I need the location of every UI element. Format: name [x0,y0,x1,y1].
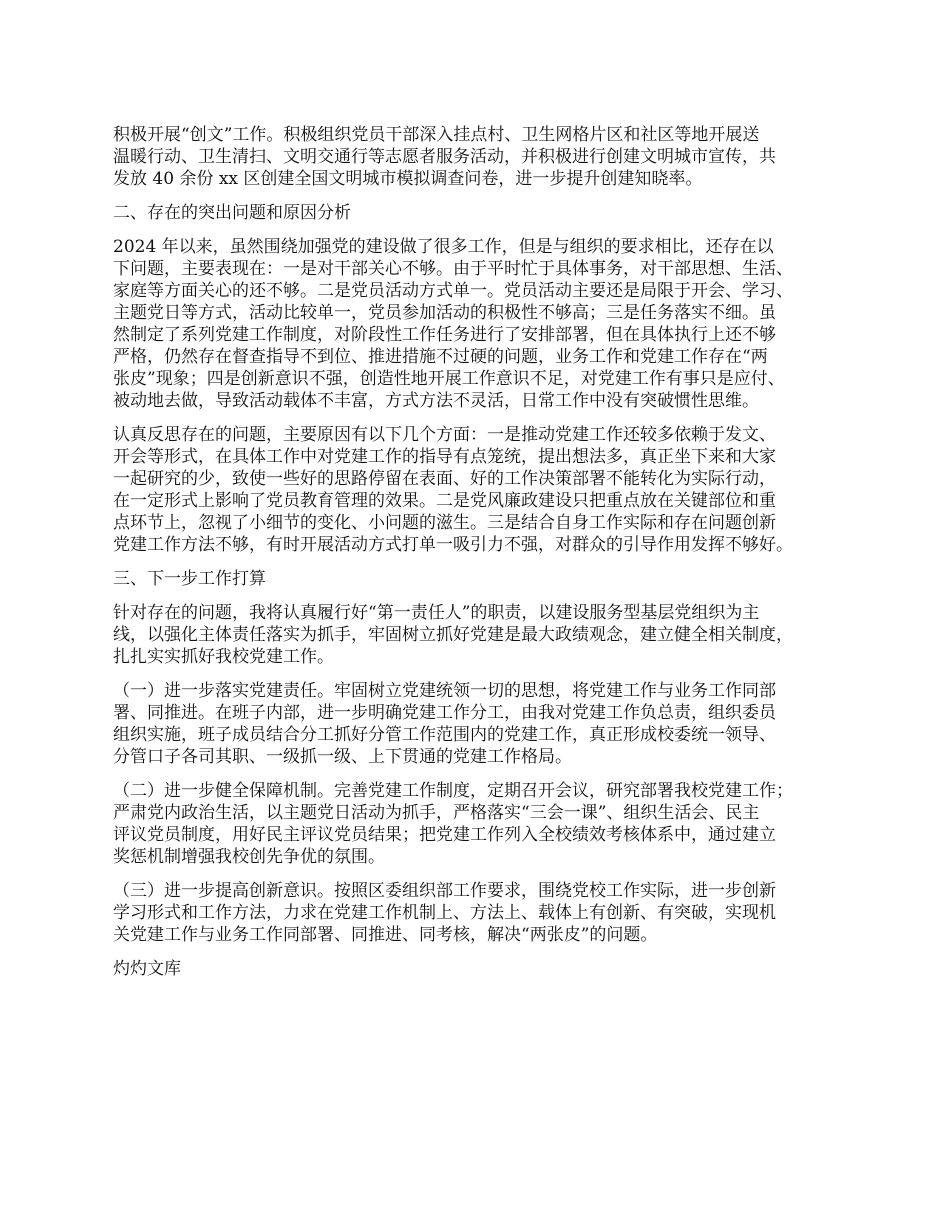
text-line: 点环节上，忽视了小细节的变化、小问题的滋生。三是结合自身工作实际和存在问题创新 [113,513,776,533]
text-line: （一）进一步落实党建责任。牢固树立党建统领一切的思想，将党建工作与业务工作同部 [113,681,776,701]
text-line: 主题党日等方式，活动比较单一，党员参加活动的积极性不够高；三是任务落实不细。虽 [113,303,776,323]
text-line: 被动地去做，导致活动载体不丰富，方式方法不灵活，日常工作中没有突破惯性思维。 [113,391,759,411]
text-line: 党建工作方法不够，有时开展活动方式打单一吸引力不强，对群众的引导作用发挥不够好。 [113,535,793,555]
text-line: 温暖行动、卫生清扫、文明交通行等志愿者服务活动，并积极进行创建文明城市宣传，共 [113,147,776,167]
footer-source-label [113,958,858,980]
text-line: 严肃党内政治生活，以主题党日活动为抓手，严格落实“三会一课”、组织生活会、民主 [113,803,760,823]
heading-text: 二、存在的突出问题和原因分析 [113,203,351,223]
text-line: 一起研究的少，致使一些好的思路停留在表面、好的工作决策部署不能转化为实际行动， [113,469,776,489]
text-line: 认真反思存在的问题，主要原因有以下几个方面：一是推动党建工作还较多依赖于发文、 [113,425,776,445]
text-line: 组织实施，班子成员结合分工抓好分管工作范围内的党建工作，真正形成校委统一领导、 [113,725,776,745]
text-line: 评议党员制度，用好民主评议党员结果；把党建工作列入全校绩效考核体系中，通过建立 [113,825,776,845]
paragraph-item-3 [113,880,858,946]
text-line: 下问题，主要表现在：一是对干部关心不够。由于平时忙于具体事务，对干部思想、生活、 [113,259,793,279]
paragraph-problems [113,236,858,412]
text-line: 积极开展“创文”工作。积极组织党员干部深入挂点村、卫生网格片区和社区等地开展送 [113,125,760,145]
text-line: 奖惩机制增强我校创先争优的氛围。 [113,847,385,867]
text-line: 家庭等方面关心的还不够。二是党员活动方式单一。党员活动主要还是局限于开会、学习、 [113,281,793,301]
text-line: （二）进一步健全保障机制。完善党建工作制度，定期召开会议，研究部署我校党建工作； [113,781,793,801]
document-body [113,124,858,992]
text-line: 张皮”现象；四是创新意识不强，创造性地开展工作意识不足，对党建工作有事只是应付、 [113,369,785,389]
section-heading-problems [113,202,858,224]
text-line: 在一定形式上影响了党员教育管理的效果。二是党风廉政建设只把重点放在关键部位和重 [113,491,776,511]
text-line: 2024 年以来，虽然围绕加强党的建设做了很多工作，但是与组织的要求相比，还存在以 [113,237,774,257]
source-text: 灼灼文库 [113,959,181,979]
text-line: 扎扎实实抓好我校党建工作。 [113,647,334,667]
text-line: （三）进一步提高创新意识。按照区委组织部工作要求，围绕党校工作实际，进一步创新 [113,881,776,901]
text-line: 然制定了系列党建工作制度，对阶段性工作任务进行了安排部署，但在具体执行上还不够 [113,325,776,345]
text-line: 严格，仍然存在督查指导不到位、推进措施不过硬的问题，业务工作和党建工作存在“两 [113,347,768,367]
text-line: 署、同推进。在班子内部，进一步明确党建工作分工，由我对党建工作负总责，组织委员 [113,703,776,723]
section-heading-next-steps [113,568,858,590]
paragraph-chuangwen [113,124,858,190]
paragraph-item-1 [113,680,858,768]
paragraph-item-2 [113,780,858,868]
text-line: 线，以强化主体责任落实为抓手，牢固树立抓好党建是最大政绩观念，建立健全相关制度， [113,625,793,645]
text-line: 分管口子各司其职、一级抓一级、上下贯通的党建工作格局。 [113,747,572,767]
heading-text: 三、下一步工作打算 [113,569,266,589]
text-line: 发放 40 余份 xx 区创建全国文明城市模拟调查问卷，进一步提升创建知晓率。 [113,169,703,189]
text-line: 针对存在的问题，我将认真履行好“第一责任人”的职责，以建设服务型基层党组织为主 [113,603,760,623]
text-line: 关党建工作与业务工作同部署、同推进、同考核，解决“两张皮”的问题。 [113,925,658,945]
text-line: 学习形式和工作方法，力求在党建工作机制上、方法上、载体上有创新、有突破，实现机 [113,903,776,923]
text-line: 开会等形式，在具体工作中对党建工作的指导有点笼统，提出想法多，真正坐下来和大家 [113,447,776,467]
paragraph-next-steps-intro [113,602,858,668]
paragraph-reasons [113,424,858,556]
